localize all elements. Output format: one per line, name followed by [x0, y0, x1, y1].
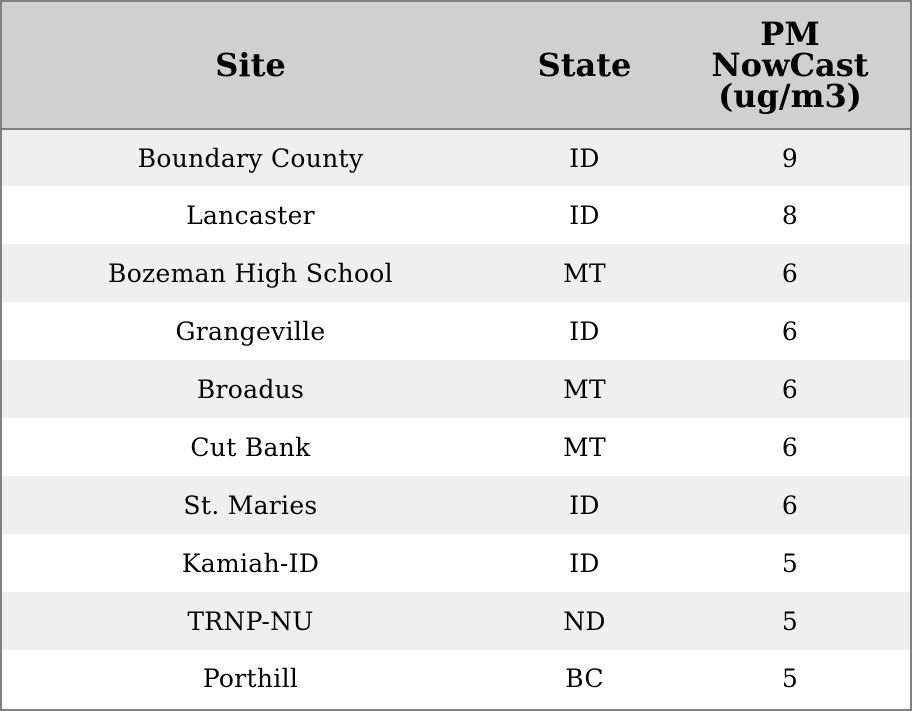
- pm-value-cell: 5: [781, 606, 799, 636]
- site-cell: Grangeville: [175, 316, 326, 346]
- table-body: [2, 129, 910, 707]
- site-cell: Porthill: [202, 664, 299, 693]
- state-cell: MT: [563, 258, 606, 288]
- pm-value-cell: 5: [781, 664, 799, 693]
- state-cell: ND: [563, 606, 606, 636]
- pm-value-cell: 5: [781, 548, 799, 578]
- site-cell: Cut Bank: [190, 432, 311, 462]
- table-header: [2, 2, 910, 129]
- pm-value-cell: 6: [781, 432, 799, 462]
- pm-value-cell: 6: [781, 316, 799, 346]
- site-cell: Boundary County: [137, 143, 364, 173]
- column-header-site: Site: [2, 2, 499, 129]
- state-cell: MT: [563, 432, 606, 462]
- site-cell: Kamiah-ID: [181, 548, 320, 578]
- pm-value-cell: 9: [781, 143, 799, 173]
- column-header-pm-nowcast: PM NowCast (ug/m3): [670, 2, 910, 129]
- table-row: [2, 418, 910, 476]
- table-row: [2, 302, 910, 360]
- state-cell: ID: [569, 490, 600, 520]
- state-cell: ID: [569, 143, 600, 173]
- table-row: [2, 360, 910, 418]
- site-cell: TRNP-NU: [187, 606, 314, 636]
- table-row: [2, 650, 910, 707]
- pm-nowcast-table: [2, 2, 910, 707]
- site-cell: Lancaster: [186, 200, 315, 230]
- pm-value-cell: 8: [781, 200, 799, 230]
- state-cell: ID: [569, 548, 600, 578]
- column-header-state: State: [499, 2, 670, 129]
- table-row: [2, 534, 910, 592]
- pm-value-cell: 6: [781, 374, 799, 404]
- table-row: [2, 244, 910, 302]
- table-row: [2, 592, 910, 650]
- site-cell: Broadus: [196, 374, 305, 404]
- site-cell: Bozeman High School: [108, 258, 393, 288]
- table-row: [2, 186, 910, 244]
- header-row: [2, 2, 910, 129]
- table-row: [2, 476, 910, 534]
- table-row: [2, 129, 910, 186]
- state-cell: ID: [569, 316, 600, 346]
- state-cell: ID: [569, 200, 600, 230]
- site-cell: St. Maries: [183, 490, 318, 520]
- state-cell: BC: [565, 664, 604, 693]
- pm-value-cell: 6: [781, 490, 799, 520]
- state-cell: MT: [563, 374, 606, 404]
- pm-value-cell: 6: [781, 258, 799, 288]
